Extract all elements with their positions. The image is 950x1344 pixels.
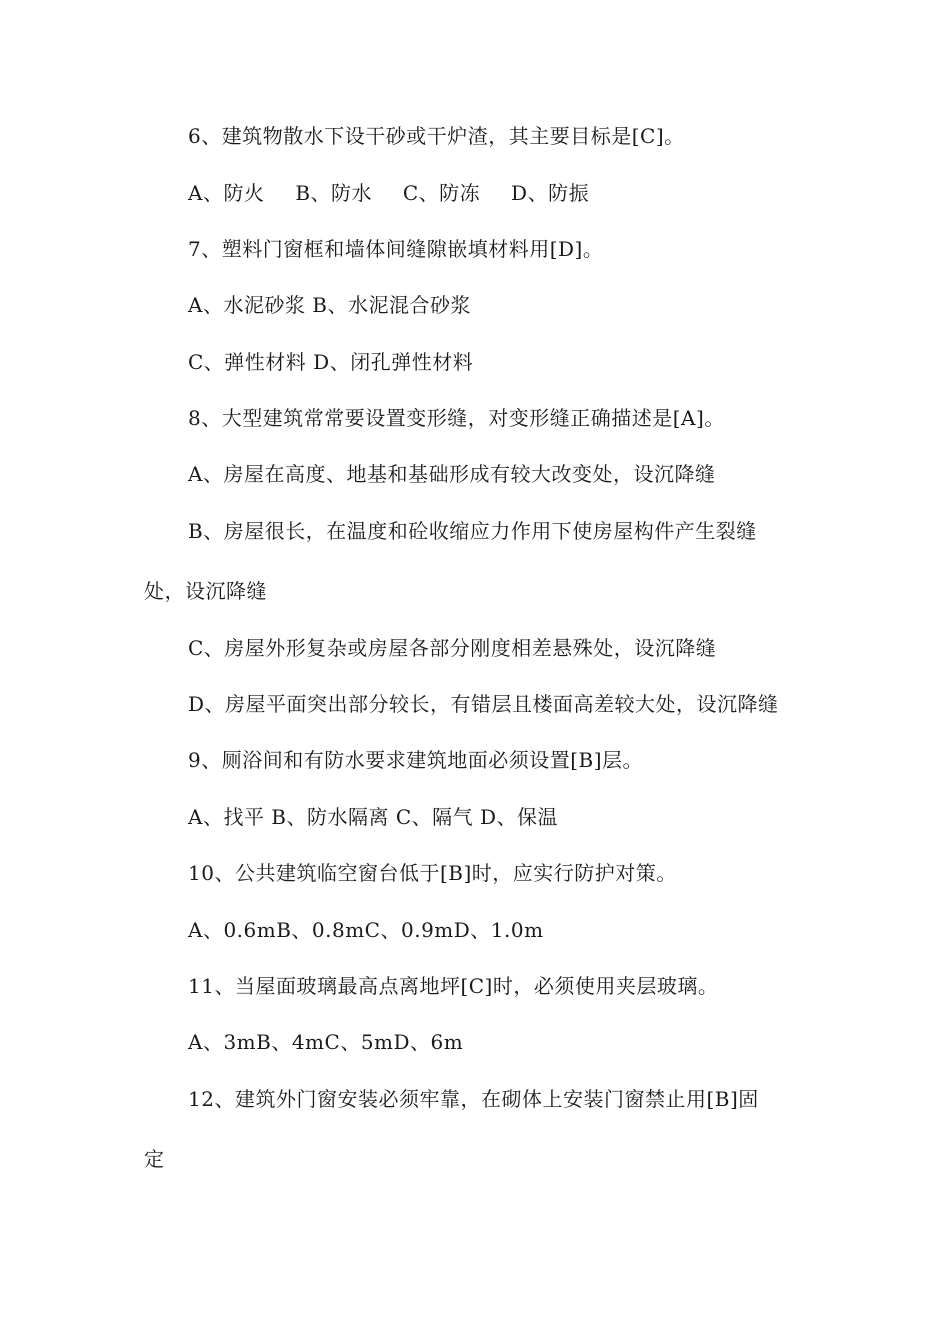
question-11: 11、当屋面玻璃最高点离地坪[C]时，必须使用夹层玻璃。 [188,974,719,998]
question-7: 7、塑料门窗框和墙体间缝隙嵌填材料用[D]。 [188,237,604,261]
question-8-option-b-continued: 处，设沉降缝 [144,579,267,603]
question-8: 8、大型建筑常常要设置变形缝，对变形缝正确描述是[A]。 [188,406,725,430]
question-8-option-b: B、房屋很长，在温度和砼收缩应力作用下使房屋构件产生裂缝 [188,519,757,543]
question-10: 10、公共建筑临空窗台低于[B]时，应实行防护对策。 [188,861,677,885]
question-7-options-ab: A、水泥砂浆 B、水泥混合砂浆 [188,293,471,317]
question-8-option-a: A、房屋在高度、地基和基础形成有较大改变处，设沉降缝 [188,462,716,486]
question-12-continued: 定 [144,1147,165,1171]
question-6: 6、建筑物散水下设干砂或干炉渣，其主要目标是[C]。 [188,124,685,148]
question-6-options [188,179,589,207]
question-10-options: A、0.6mB、0.8mC、0.9mD、1.0m [188,918,544,942]
option-d: D、防振 [511,181,590,205]
option-b: B、防水 [295,181,373,205]
question-9: 9、厕浴间和有防水要求建筑地面必须设置[B]层。 [188,748,644,772]
question-9-options: A、找平 B、防水隔离 C、隔气 D、保温 [188,805,559,829]
question-8-option-d: D、房屋平面突出部分较长，有错层且楼面高差较大处，设沉降缝 [188,692,779,716]
question-7-options-cd: C、弹性材料 D、闭孔弹性材料 [188,350,474,374]
option-a: A、防火 [188,181,265,205]
question-12: 12、建筑外门窗安装必须牢靠，在砌体上安装门窗禁止用[B]固 [188,1087,759,1111]
question-11-options: A、3mB、4mC、5mD、6m [188,1030,464,1054]
option-c: C、防冻 [402,181,481,205]
question-8-option-c: C、房屋外形复杂或房屋各部分刚度相差悬殊处，设沉降缝 [188,636,717,660]
